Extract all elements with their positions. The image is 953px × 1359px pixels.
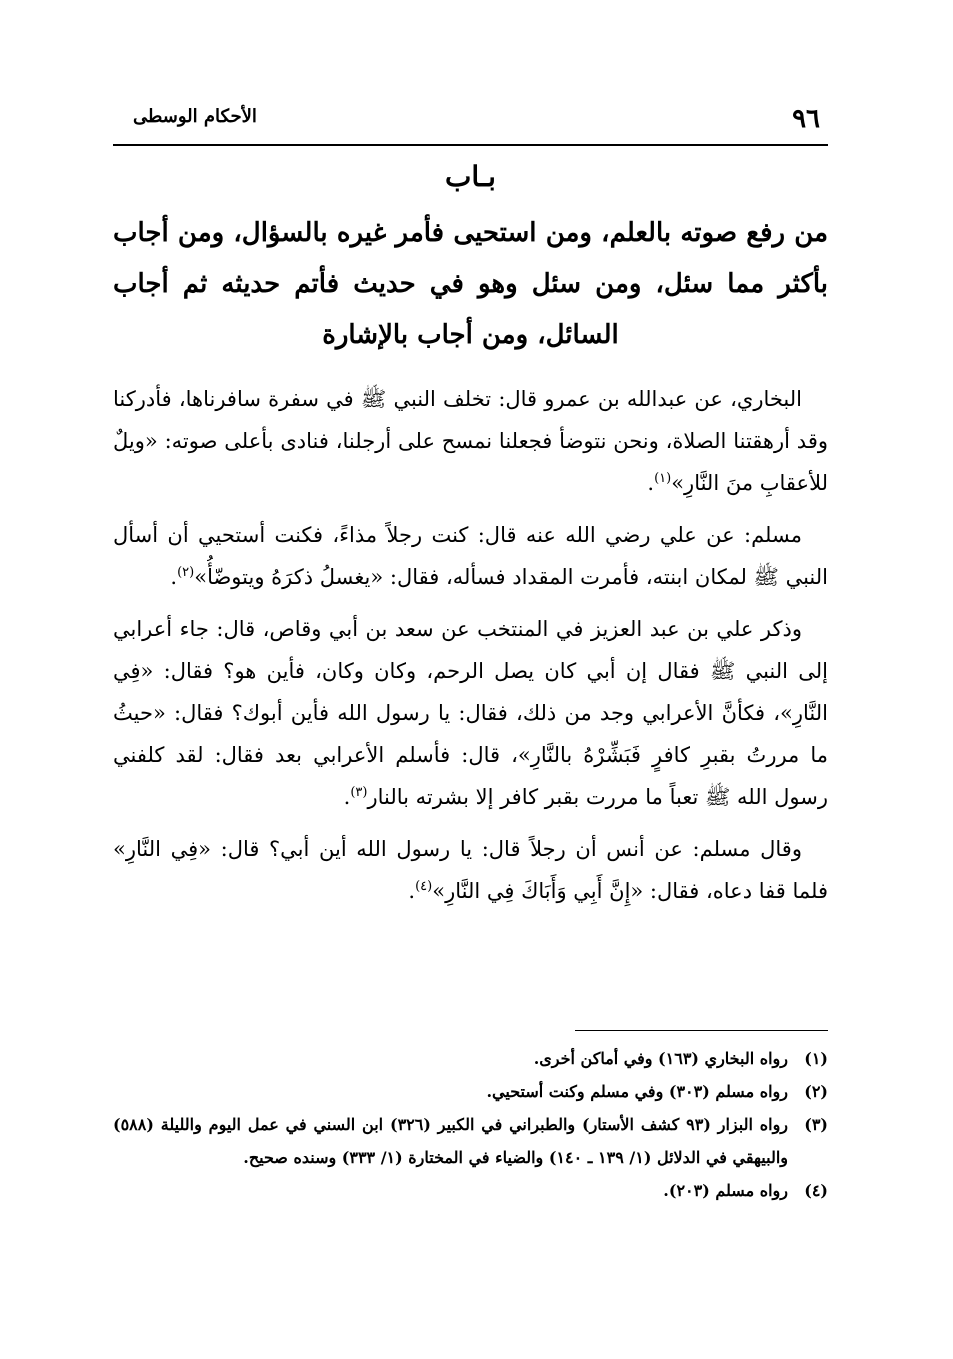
footnote-number: (٤)	[804, 1181, 828, 1200]
footnote-ref: (٣)	[350, 785, 368, 800]
page-number: ٩٦	[792, 104, 820, 134]
footnote-text: رواه البخاري (١٦٣) وفي أماكن أخرى.	[533, 1049, 788, 1068]
footnote-ref: (٢)	[177, 565, 195, 580]
footnote-divider	[575, 1030, 828, 1031]
paragraph-text: وقال مسلم: عن أنس أن رجلاً قال: يا رسول الله أين أبي؟ قال: «فِي النَّارِ» فلما قفا دعاه، فقال: «إِنَّ أَبِي وَأَبَاكَ فِي النَّارِ»	[113, 837, 828, 903]
paragraph	[113, 378, 828, 504]
paragraph-text: مسلم: عن علي رضي الله عنه قال: كنت رجلاً مذاءً، فكنت أستحيي أن أسأل النبي ﷺ لمكان ابنته، فأمرت المقداد فسأله، فقال: «يغسلُ ذكرَهُ ويتوضّأُ»	[113, 523, 828, 589]
footnote	[113, 1108, 828, 1174]
paragraph-end: .	[647, 471, 655, 495]
paragraph-end: .	[343, 785, 351, 809]
main-text	[113, 378, 828, 922]
paragraph-end: .	[408, 879, 416, 903]
running-title: الأحكام الوسطى	[133, 106, 257, 127]
footnote-number: (٣)	[804, 1115, 828, 1134]
paragraph-text: البخاري، عن عبدالله بن عمرو قال: تخلف النبي ﷺ في سفرة سافرناها، فأدركنا وقد أرهقتنا الصلاة، ونحن نتوضأ فجعلنا نمسح على أرجلنا، فنادى بأعلى صوته: «ويلٌ للأعقابِ منَ النَّارِ»	[113, 387, 828, 495]
footnote-ref: (٤)	[415, 879, 433, 894]
footnotes	[113, 1042, 828, 1207]
footnote-text: رواه البزار (٩٣ كشف الأستار) والطبراني في الكبير (٣٢٦) ابن السني في عمل اليوم والليلة (٥٨٨) والبيهقي في الدلائل (١/ ١٣٩ ـ ١٤٠) والضياء في المختارة (١/ ٣٣٣) وسنده صحيح.	[113, 1115, 789, 1167]
paragraph	[113, 608, 828, 818]
chapter-title: من رفع صوته بالعلم، ومن استحيى فأمر غيره بالسؤال، ومن أجاب بأكثر مما سئل، ومن سئل وهو في حديث فأتم حديثه ثم أجاب السائل، ومن أجاب بالإشارة	[113, 218, 828, 350]
footnote-text: رواه مسلم (٣٠٣) وفي مسلم وكنت أستحيي.	[486, 1082, 788, 1101]
header-divider	[113, 144, 828, 146]
paragraph	[113, 514, 828, 598]
footnote	[113, 1042, 828, 1075]
footnote-number: (٢)	[804, 1082, 828, 1101]
paragraph-text: وذكر علي بن عبد العزيز في المنتخب عن سعد بن أبي وقاص، قال: جاء أعرابي إلى النبي ﷺ فقال إن أبي كان يصل الرحم، وكان وكان، فأين هو؟ فقال: «فِي النَّارِ»، فكأنَّ الأعرابي وجد من ذلك، فقال: يا رسول الله فأين أبوك؟ فقال: «حيثُ ما مررتُ بقبرِ كافرٍ فَبَشِّرْهُ بالنَّارِ»، قال: فأسلم الأعرابي بعد فقال: لقد كلفني رسول الله ﷺ تعباً ما مررت بقبر كافر إلا بشرته بالنار	[113, 617, 828, 809]
footnote-number: (١)	[804, 1049, 828, 1068]
footnote	[113, 1174, 828, 1207]
chapter-label: بـاب	[445, 160, 496, 193]
footnote-text: رواه مسلم (٢٠٣).	[663, 1181, 788, 1200]
footnote	[113, 1075, 828, 1108]
paragraph-end: .	[170, 565, 178, 589]
paragraph	[113, 828, 828, 912]
page-header	[113, 92, 828, 144]
footnote-ref: (١)	[654, 471, 672, 486]
